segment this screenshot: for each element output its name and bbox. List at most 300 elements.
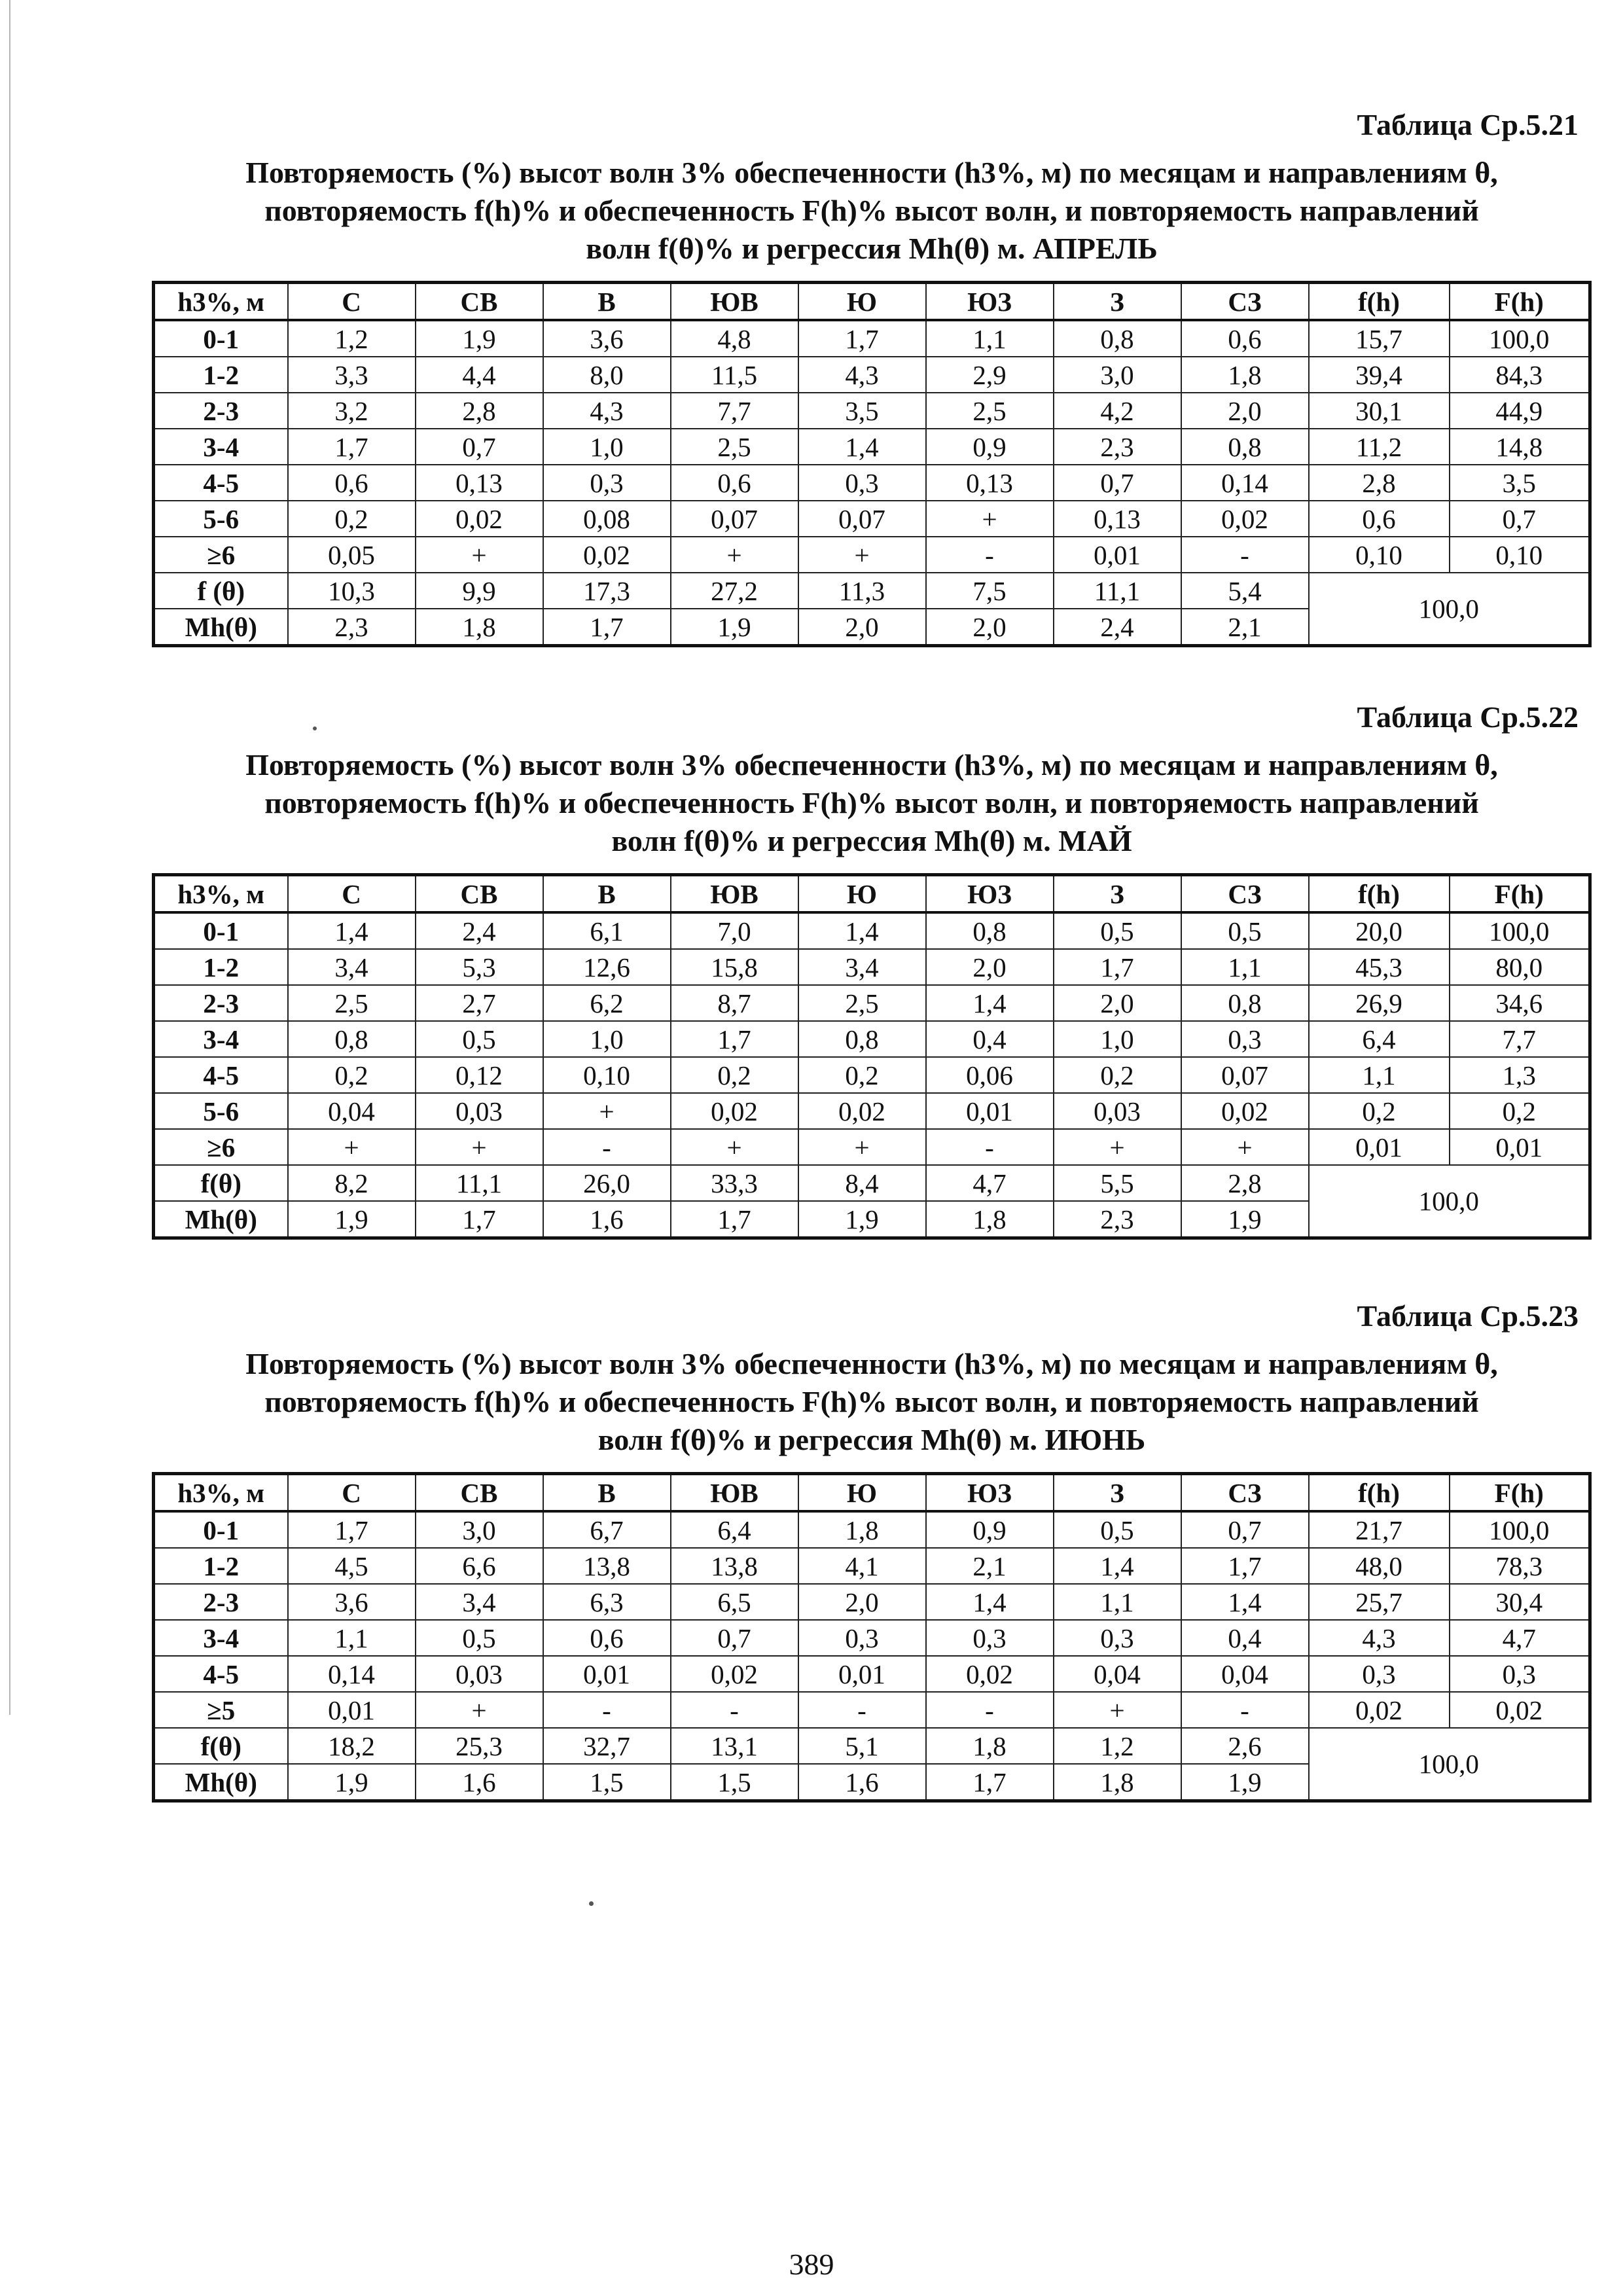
- row-label: f(θ): [154, 1165, 288, 1201]
- header-row: [154, 283, 1590, 321]
- table-cell: +: [1054, 1692, 1181, 1728]
- table-cell: 0,3: [798, 465, 926, 501]
- column-header: Ю: [798, 875, 926, 913]
- header-row: [154, 1474, 1590, 1512]
- table-cell: 0,2: [288, 1057, 416, 1093]
- table-cell: 0,03: [416, 1656, 543, 1692]
- table-cell: 0,06: [926, 1057, 1054, 1093]
- table-cell: 1,8: [926, 1728, 1054, 1764]
- table-cell: +: [798, 1129, 926, 1165]
- table-cell: 3,6: [288, 1584, 416, 1620]
- table-block-june: [152, 1299, 1592, 1803]
- table-row: [154, 393, 1590, 429]
- table-cell: 0,03: [416, 1093, 543, 1129]
- table-block-april: [152, 108, 1592, 647]
- table-row: [154, 1129, 1590, 1165]
- table-cell: 1,5: [671, 1764, 798, 1801]
- table-cell: 2,0: [798, 609, 926, 646]
- table-cell: 3,3: [288, 357, 416, 393]
- table-cell: 1,0: [543, 429, 671, 465]
- row-label: Mh(θ): [154, 1201, 288, 1238]
- table-cell: 5,4: [1181, 573, 1309, 609]
- table-cell: 12,6: [543, 949, 671, 985]
- table-cell: 1,8: [1181, 357, 1309, 393]
- table-cell: 1,9: [1181, 1201, 1309, 1238]
- column-header: С: [288, 1474, 416, 1512]
- table-cell: 0,5: [1054, 1511, 1181, 1548]
- table-cell: 0,07: [671, 501, 798, 537]
- table-cell: 7,0: [671, 912, 798, 949]
- row-label: ≥6: [154, 1129, 288, 1165]
- table-cell: 2,0: [926, 949, 1054, 985]
- table-cell: 1,9: [671, 609, 798, 646]
- column-header: СВ: [416, 283, 543, 321]
- table-row: [154, 985, 1590, 1021]
- table-cell: 2,7: [416, 985, 543, 1021]
- table-row: [154, 1584, 1590, 1620]
- column-header: В: [543, 1474, 671, 1512]
- table-cell: 3,0: [416, 1511, 543, 1548]
- table-cell: 17,3: [543, 573, 671, 609]
- table-cell: 0,01: [1309, 1129, 1450, 1165]
- column-header: ЮЗ: [926, 283, 1054, 321]
- table-cell: -: [926, 1692, 1054, 1728]
- table-cell: 3,5: [798, 393, 926, 429]
- table-cell: 6,7: [543, 1511, 671, 1548]
- table-cell: 1,6: [416, 1764, 543, 1801]
- caption-line: Повторяемость (%) высот волн 3% обеспеченности (h3%, м) по месяцам и направлениям θ,: [245, 156, 1498, 189]
- table-row: [154, 465, 1590, 501]
- table-cell: 0,10: [543, 1057, 671, 1093]
- table-cell: 0,01: [1450, 1129, 1590, 1165]
- row-label: Mh(θ): [154, 609, 288, 646]
- table-caption: [152, 1345, 1592, 1459]
- table-cell: 0,2: [288, 501, 416, 537]
- row-label: ≥6: [154, 537, 288, 573]
- table-cell: 0,8: [1181, 985, 1309, 1021]
- table-row: [154, 1021, 1590, 1057]
- table-cell: 4,8: [671, 320, 798, 357]
- table-cell: 0,05: [288, 537, 416, 573]
- table-cell: 1,7: [543, 609, 671, 646]
- table-cell: 1,4: [926, 985, 1054, 1021]
- table-row: [154, 320, 1590, 357]
- column-header: З: [1054, 283, 1181, 321]
- column-header: f(h): [1309, 875, 1450, 913]
- table-cell: 2,5: [926, 393, 1054, 429]
- table-cell: 4,7: [926, 1165, 1054, 1201]
- table-cell: 2,5: [288, 985, 416, 1021]
- table-cell: 1,9: [416, 320, 543, 357]
- table-cell: 80,0: [1450, 949, 1590, 985]
- table-cell: 2,6: [1181, 1728, 1309, 1764]
- table-cell: 4,1: [798, 1548, 926, 1584]
- header-row: [154, 875, 1590, 913]
- table-cell: 18,2: [288, 1728, 416, 1764]
- table-block-may: [152, 700, 1592, 1240]
- table-cell: 45,3: [1309, 949, 1450, 985]
- table-cell: 100,0: [1450, 1511, 1590, 1548]
- table-cell: 0,2: [798, 1057, 926, 1093]
- table-cell: 11,1: [416, 1165, 543, 1201]
- row-label: 2-3: [154, 985, 288, 1021]
- table-row: [154, 1548, 1590, 1584]
- table-cell: 84,3: [1450, 357, 1590, 393]
- table-row: [154, 949, 1590, 985]
- scan-speck: [589, 1901, 594, 1906]
- table-cell: 26,9: [1309, 985, 1450, 1021]
- table-cell: 3,4: [288, 949, 416, 985]
- table-cell: 1,8: [926, 1201, 1054, 1238]
- table-cell: 30,1: [1309, 393, 1450, 429]
- table-cell: 2,8: [1181, 1165, 1309, 1201]
- table-cell: 0,13: [1054, 501, 1181, 537]
- table-cell: 2,8: [1309, 465, 1450, 501]
- table-cell: 1,9: [798, 1201, 926, 1238]
- table-cell: 0,8: [288, 1021, 416, 1057]
- table-cell: 0,02: [543, 537, 671, 573]
- column-header: Ю: [798, 283, 926, 321]
- table-cell: 0,8: [798, 1021, 926, 1057]
- column-header: В: [543, 283, 671, 321]
- total-cell: 100,0: [1309, 573, 1590, 646]
- table-caption: [152, 746, 1592, 860]
- table-cell: 6,2: [543, 985, 671, 1021]
- wave-table: [152, 873, 1592, 1240]
- row-label: 4-5: [154, 465, 288, 501]
- table-cell: 48,0: [1309, 1548, 1450, 1584]
- table-cell: 0,9: [926, 1511, 1054, 1548]
- table-cell: 1,9: [1181, 1764, 1309, 1801]
- column-header: h3%, м: [154, 875, 288, 913]
- table-cell: 0,3: [926, 1620, 1054, 1656]
- table-cell: -: [543, 1692, 671, 1728]
- table-row: [154, 912, 1590, 949]
- table-cell: 2,5: [798, 985, 926, 1021]
- table-cell: 1,8: [1054, 1764, 1181, 1801]
- table-row: [154, 429, 1590, 465]
- table-cell: 1,7: [671, 1021, 798, 1057]
- table-cell: 1,7: [416, 1201, 543, 1238]
- table-cell: 0,02: [1181, 501, 1309, 537]
- table-cell: 20,0: [1309, 912, 1450, 949]
- table-cell: 11,1: [1054, 573, 1181, 609]
- table-cell: 0,2: [1450, 1093, 1590, 1129]
- table-cell: 0,10: [1450, 537, 1590, 573]
- table-cell: 4,3: [1309, 1620, 1450, 1656]
- table-row: [154, 1620, 1590, 1656]
- table-cell: +: [798, 537, 926, 573]
- table-cell: 0,8: [1181, 429, 1309, 465]
- row-label: ≥5: [154, 1692, 288, 1728]
- caption-line: волн f(θ)% и регрессия Mh(θ) м. МАЙ: [611, 824, 1132, 857]
- table-cell: 3,0: [1054, 357, 1181, 393]
- table-cell: +: [671, 1129, 798, 1165]
- table-cell: 0,10: [1309, 537, 1450, 573]
- table-cell: 0,02: [416, 501, 543, 537]
- table-row: [154, 537, 1590, 573]
- table-row: [154, 1057, 1590, 1093]
- total-cell: 100,0: [1309, 1728, 1590, 1801]
- table-cell: 6,4: [1309, 1021, 1450, 1057]
- table-number: Таблица Ср.5.23: [1357, 1299, 1578, 1333]
- table-cell: 0,07: [798, 501, 926, 537]
- column-header: СВ: [416, 875, 543, 913]
- table-cell: 5,3: [416, 949, 543, 985]
- column-header: СВ: [416, 1474, 543, 1512]
- table-cell: 5,1: [798, 1728, 926, 1764]
- wave-table: [152, 1472, 1592, 1803]
- table-cell: 0,3: [1054, 1620, 1181, 1656]
- row-label: 4-5: [154, 1057, 288, 1093]
- table-cell: 0,6: [671, 465, 798, 501]
- table-cell: 78,3: [1450, 1548, 1590, 1584]
- table-cell: 25,7: [1309, 1584, 1450, 1620]
- table-cell: 26,0: [543, 1165, 671, 1201]
- table-cell: 1,7: [798, 320, 926, 357]
- table-cell: 1,8: [798, 1511, 926, 1548]
- table-cell: 1,7: [288, 1511, 416, 1548]
- table-cell: 0,02: [1181, 1093, 1309, 1129]
- table-cell: 2,0: [926, 609, 1054, 646]
- table-cell: 1,8: [416, 609, 543, 646]
- row-label: 0-1: [154, 320, 288, 357]
- table-cell: +: [288, 1129, 416, 1165]
- table-cell: -: [926, 537, 1054, 573]
- table-cell: 1,5: [543, 1764, 671, 1801]
- table-cell: 4,3: [543, 393, 671, 429]
- table-cell: 3,4: [798, 949, 926, 985]
- table-cell: 0,01: [1054, 537, 1181, 573]
- f-theta-row: [154, 1728, 1590, 1764]
- row-label: 0-1: [154, 912, 288, 949]
- table-cell: -: [1181, 1692, 1309, 1728]
- table-cell: 1,1: [1181, 949, 1309, 985]
- row-label: 3-4: [154, 1620, 288, 1656]
- table-cell: 3,6: [543, 320, 671, 357]
- table-cell: 8,2: [288, 1165, 416, 1201]
- table-cell: 0,3: [543, 465, 671, 501]
- row-label: 2-3: [154, 1584, 288, 1620]
- table-cell: 0,02: [1450, 1692, 1590, 1728]
- row-label: 4-5: [154, 1656, 288, 1692]
- column-header: F(h): [1450, 283, 1590, 321]
- table-cell: 34,6: [1450, 985, 1590, 1021]
- table-cell: 0,2: [1309, 1093, 1450, 1129]
- table-cell: 15,8: [671, 949, 798, 985]
- table-cell: 1,1: [288, 1620, 416, 1656]
- table-cell: 25,3: [416, 1728, 543, 1764]
- table-cell: +: [416, 1129, 543, 1165]
- table-cell: 0,02: [671, 1656, 798, 1692]
- column-header: h3%, м: [154, 283, 288, 321]
- table-cell: 0,7: [1054, 465, 1181, 501]
- table-cell: 0,6: [543, 1620, 671, 1656]
- table-cell: 13,8: [671, 1548, 798, 1584]
- caption-line: волн f(θ)% и регрессия Mh(θ) м. АПРЕЛЬ: [586, 232, 1158, 265]
- table-cell: 0,6: [288, 465, 416, 501]
- table-cell: 4,5: [288, 1548, 416, 1584]
- table-cell: 2,4: [1054, 609, 1181, 646]
- table-cell: 0,02: [798, 1093, 926, 1129]
- row-label: 0-1: [154, 1511, 288, 1548]
- table-cell: +: [1054, 1129, 1181, 1165]
- table-cell: 14,8: [1450, 429, 1590, 465]
- table-cell: 1,2: [1054, 1728, 1181, 1764]
- table-cell: 5,5: [1054, 1165, 1181, 1201]
- table-cell: 1,1: [1309, 1057, 1450, 1093]
- column-header: В: [543, 875, 671, 913]
- table-cell: 8,0: [543, 357, 671, 393]
- table-cell: 0,04: [1181, 1656, 1309, 1692]
- table-cell: 0,01: [543, 1656, 671, 1692]
- column-header: F(h): [1450, 1474, 1590, 1512]
- table-cell: 0,07: [1181, 1057, 1309, 1093]
- table-cell: 0,02: [1309, 1692, 1450, 1728]
- table-cell: 0,7: [1181, 1511, 1309, 1548]
- table-cell: 1,4: [288, 912, 416, 949]
- table-cell: 2,1: [1181, 609, 1309, 646]
- table-row: [154, 1692, 1590, 1728]
- table-caption: [152, 154, 1592, 268]
- column-header: ЮВ: [671, 875, 798, 913]
- table-cell: 0,2: [1054, 1057, 1181, 1093]
- column-header: СЗ: [1181, 283, 1309, 321]
- table-cell: 100,0: [1450, 912, 1590, 949]
- table-cell: 1,2: [288, 320, 416, 357]
- table-cell: 0,01: [926, 1093, 1054, 1129]
- table-cell: 3,2: [288, 393, 416, 429]
- table-cell: 44,9: [1450, 393, 1590, 429]
- table-cell: 0,02: [926, 1656, 1054, 1692]
- table-cell: 2,1: [926, 1548, 1054, 1584]
- table-cell: 11,3: [798, 573, 926, 609]
- table-cell: 0,08: [543, 501, 671, 537]
- table-cell: 0,3: [1450, 1656, 1590, 1692]
- total-cell: 100,0: [1309, 1165, 1590, 1238]
- table-cell: 6,1: [543, 912, 671, 949]
- column-header: Ю: [798, 1474, 926, 1512]
- table-cell: 13,8: [543, 1548, 671, 1584]
- scan-speck: [313, 726, 317, 730]
- table-cell: 0,2: [671, 1057, 798, 1093]
- table-cell: +: [671, 537, 798, 573]
- f-theta-row: [154, 573, 1590, 609]
- table-cell: 6,4: [671, 1511, 798, 1548]
- table-cell: +: [543, 1093, 671, 1129]
- table-cell: 10,3: [288, 573, 416, 609]
- table-cell: 1,6: [798, 1764, 926, 1801]
- table-cell: 2,0: [1054, 985, 1181, 1021]
- table-cell: 4,3: [798, 357, 926, 393]
- table-cell: 0,5: [416, 1021, 543, 1057]
- page-number: 389: [789, 2248, 834, 2281]
- table-cell: 21,7: [1309, 1511, 1450, 1548]
- column-header: СЗ: [1181, 875, 1309, 913]
- row-label: f (θ): [154, 573, 288, 609]
- row-label: f(θ): [154, 1728, 288, 1764]
- caption-line: повторяемость f(h)% и обеспеченность F(h)% высот волн, и повторяемость направлений: [264, 194, 1479, 227]
- table-cell: 0,14: [1181, 465, 1309, 501]
- table-cell: 0,4: [926, 1021, 1054, 1057]
- column-header: f(h): [1309, 283, 1450, 321]
- table-cell: 0,13: [926, 465, 1054, 501]
- table-cell: 2,5: [671, 429, 798, 465]
- table-cell: 13,1: [671, 1728, 798, 1764]
- table-row: [154, 1093, 1590, 1129]
- table-cell: 8,7: [671, 985, 798, 1021]
- table-cell: 0,7: [416, 429, 543, 465]
- table-cell: 0,13: [416, 465, 543, 501]
- table-cell: 1,4: [798, 429, 926, 465]
- table-cell: 4,2: [1054, 393, 1181, 429]
- table-cell: 1,1: [1054, 1584, 1181, 1620]
- table-cell: 7,5: [926, 573, 1054, 609]
- table-cell: 0,5: [1181, 912, 1309, 949]
- table-cell: 0,3: [1309, 1656, 1450, 1692]
- row-label: 3-4: [154, 1021, 288, 1057]
- column-header: ЮВ: [671, 1474, 798, 1512]
- table-cell: 0,14: [288, 1656, 416, 1692]
- table-cell: 2,3: [1054, 429, 1181, 465]
- table-cell: 15,7: [1309, 320, 1450, 357]
- table-cell: 1,1: [926, 320, 1054, 357]
- table-cell: -: [798, 1692, 926, 1728]
- table-cell: 2,0: [1181, 393, 1309, 429]
- table-cell: -: [1181, 537, 1309, 573]
- table-cell: 1,0: [543, 1021, 671, 1057]
- table-cell: -: [671, 1692, 798, 1728]
- caption-line: Повторяемость (%) высот волн 3% обеспеченности (h3%, м) по месяцам и направлениям θ,: [245, 1347, 1498, 1380]
- table-cell: 3,5: [1450, 465, 1590, 501]
- table-cell: 4,4: [416, 357, 543, 393]
- table-cell: 3,4: [416, 1584, 543, 1620]
- table-cell: +: [416, 1692, 543, 1728]
- table-cell: 2,3: [1054, 1201, 1181, 1238]
- table-cell: 2,4: [416, 912, 543, 949]
- table-cell: -: [543, 1129, 671, 1165]
- table-cell: 7,7: [1450, 1021, 1590, 1057]
- table-cell: 4,7: [1450, 1620, 1590, 1656]
- table-cell: 11,5: [671, 357, 798, 393]
- column-header: С: [288, 875, 416, 913]
- table-cell: 1,4: [926, 1584, 1054, 1620]
- caption-line: Повторяемость (%) высот волн 3% обеспеченности (h3%, м) по месяцам и направлениям θ,: [245, 748, 1498, 781]
- table-cell: 0,8: [926, 912, 1054, 949]
- table-cell: 0,6: [1309, 501, 1450, 537]
- table-cell: 0,04: [1054, 1656, 1181, 1692]
- table-cell: +: [416, 537, 543, 573]
- row-label: 5-6: [154, 1093, 288, 1129]
- table-cell: 27,2: [671, 573, 798, 609]
- row-label: 5-6: [154, 501, 288, 537]
- table-cell: 2,8: [416, 393, 543, 429]
- table-cell: 2,0: [798, 1584, 926, 1620]
- table-cell: 2,3: [288, 609, 416, 646]
- table-cell: 0,12: [416, 1057, 543, 1093]
- row-label: 1-2: [154, 357, 288, 393]
- table-cell: 1,7: [671, 1201, 798, 1238]
- column-header: f(h): [1309, 1474, 1450, 1512]
- column-header: З: [1054, 875, 1181, 913]
- table-number: Таблица Ср.5.21: [1357, 108, 1578, 141]
- table-cell: 0,3: [798, 1620, 926, 1656]
- table-row: [154, 357, 1590, 393]
- table-row: [154, 501, 1590, 537]
- table-cell: 1,4: [1181, 1584, 1309, 1620]
- wave-table: [152, 281, 1592, 647]
- table-cell: 0,8: [1054, 320, 1181, 357]
